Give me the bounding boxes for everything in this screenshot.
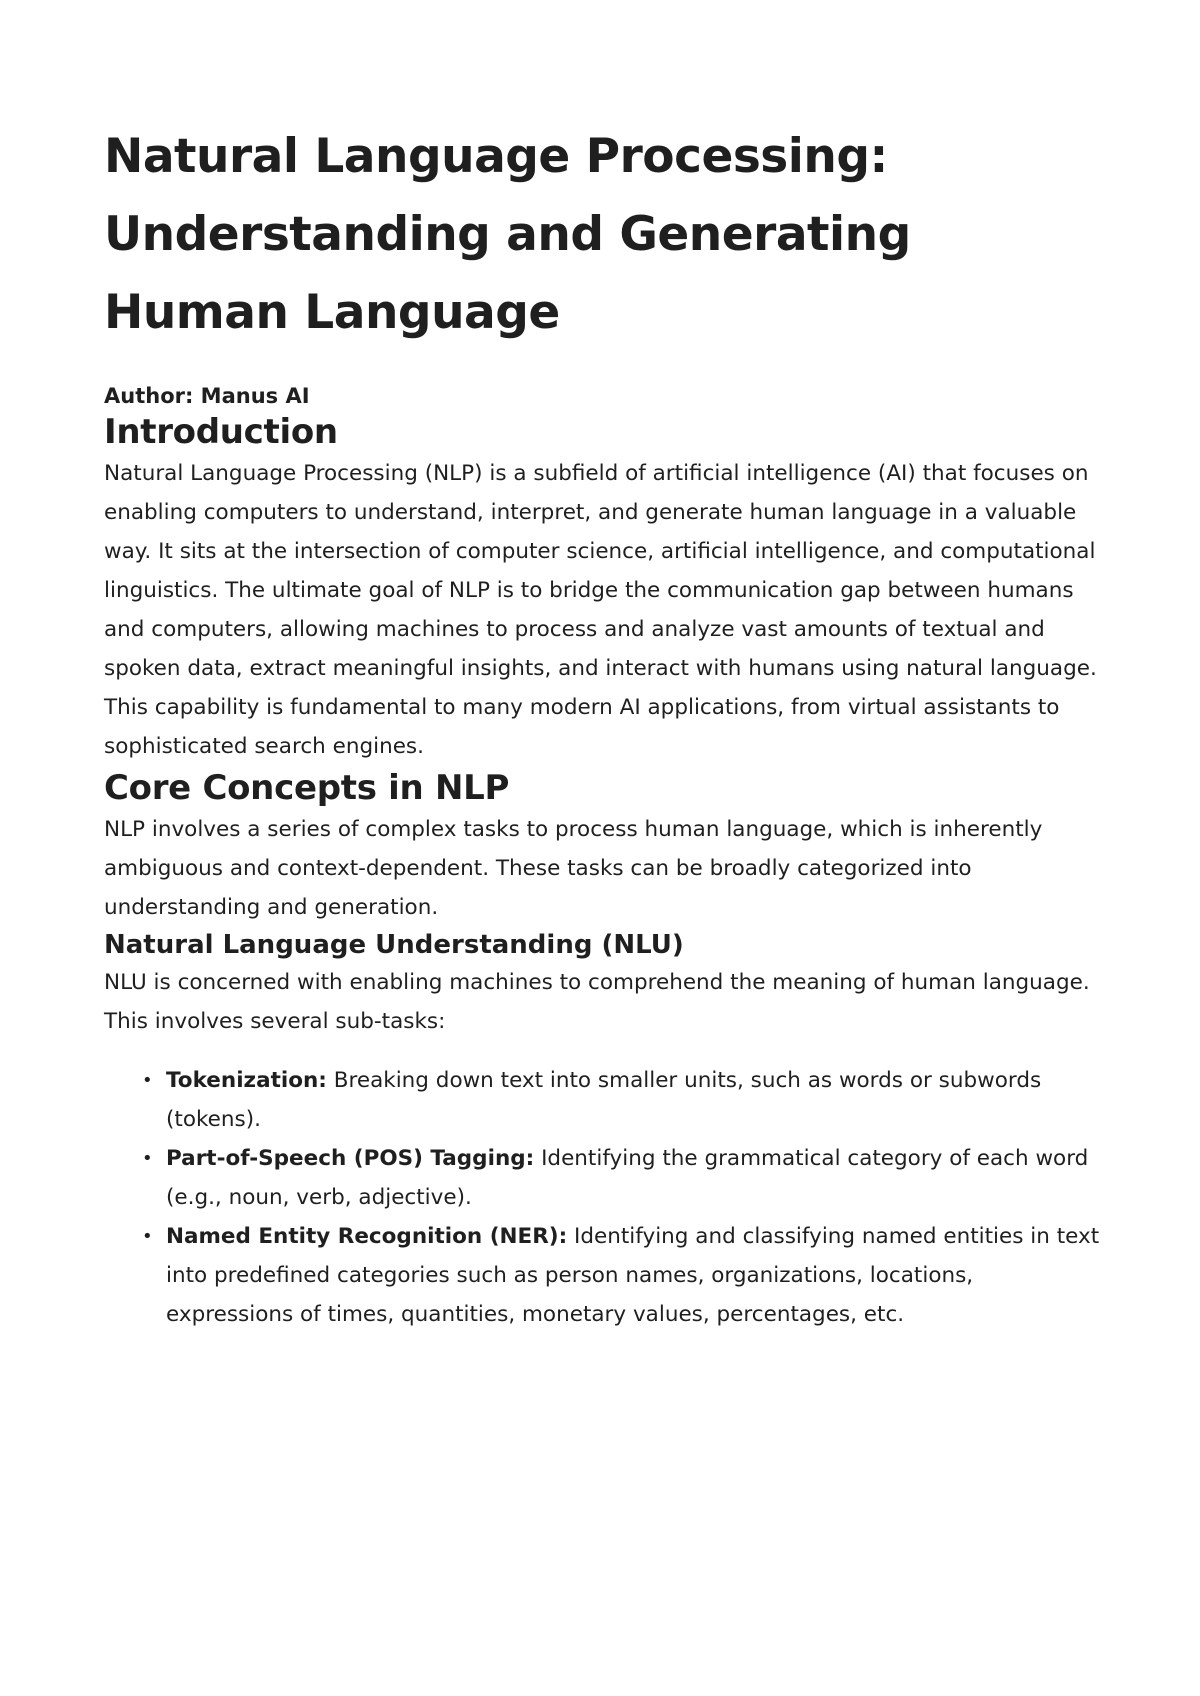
bullet-icon: •: [142, 1148, 153, 1169]
nlu-heading: Natural Language Understanding (NLU): [104, 930, 684, 960]
document-page: [104, 118, 1104, 1334]
nlu-task-list: [104, 1061, 1104, 1334]
document-title: Natural Language Processing: Understanding and Generating Human Language: [104, 129, 911, 340]
author-line: Author: Manus AI: [104, 384, 310, 408]
list-item: [142, 1217, 1104, 1334]
introduction-paragraph: Natural Language Processing (NLP) is a subfield of artificial intelligence (AI) that focuses on enabling computers to understand, interpret, and generate human language in a valuable way. It sits at the intersection of computer science, artificial intelligence, and computational linguistics. The ultimate goal of NLP is to bridge the communication gap between humans and computers, allowing machines to process and analyze vast amounts of textual and spoken data, extract meaningful insights, and interact with humans using natural language. This capability is fundamental to many modern AI applications, from virtual assistants to sophisticated search engines.: [104, 461, 1097, 759]
core-concepts-heading: Core Concepts in NLP: [104, 768, 510, 808]
bullet-icon: •: [142, 1226, 153, 1247]
list-item-description: Identifying and classifying named entities in text into predefined categories such as person names, organizations, locations, expressions of times, quantities, monetary values, percentages, etc.: [166, 1224, 1100, 1327]
bullet-icon: •: [142, 1070, 153, 1091]
list-item-term: Tokenization:: [166, 1068, 327, 1093]
list-item: [142, 1061, 1104, 1139]
core-concepts-paragraph: NLP involves a series of complex tasks to process human language, which is inherently ambiguous and context-dependent. These tasks can be broadly categorized into understanding and generation.: [104, 817, 1043, 920]
list-item-term: Named Entity Recognition (NER):: [166, 1224, 568, 1249]
list-item-term: Part-of-Speech (POS) Tagging:: [166, 1146, 535, 1171]
list-item: [142, 1139, 1104, 1217]
list-item-description: Identifying the grammatical category of each word (e.g., noun, verb, adjective).: [166, 1146, 1089, 1210]
introduction-heading: Introduction: [104, 412, 338, 452]
nlu-paragraph: NLU is concerned with enabling machines to comprehend the meaning of human language. This involves several sub-tasks:: [104, 970, 1090, 1034]
list-item-description: Breaking down text into smaller units, such as words or subwords (tokens).: [166, 1068, 1042, 1132]
